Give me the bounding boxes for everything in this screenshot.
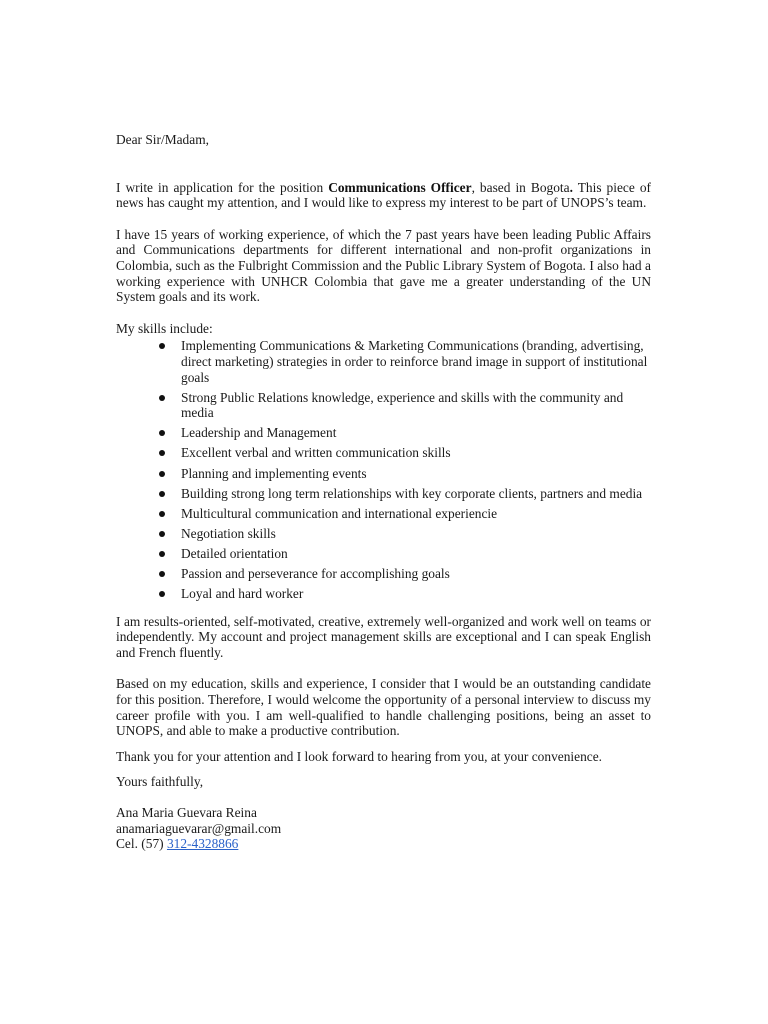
skill-item [116,466,651,482]
intro-location: , based in Bogota [471,179,570,195]
skill-item [116,425,651,441]
bullet-icon [159,395,165,401]
skill-item [116,526,651,542]
skill-text: Excellent verbal and written communication skills [181,445,451,461]
bullet-icon [159,471,165,477]
intro-paragraph [116,180,651,211]
skill-text: Multicultural communication and international experiencie [181,505,498,521]
intro-after: This piece of news has caught my attention, and I would like to express my interest to be part of UNOPS’s team. [116,179,651,211]
bullet-icon [159,531,165,537]
phone-prefix: Cel. (57) [116,836,167,852]
skill-text: Passion and perseverance for accomplishing goals [181,565,450,581]
bullet-icon [159,591,165,597]
position-title: Communications Officer [328,179,472,195]
skill-text: Negotiation skills [181,525,276,541]
signature-block [116,805,651,852]
results-paragraph: I am results-oriented, self-motivated, creative, extremely well-organized and work well on teams or independently. My account and project management skills are exceptional and I can speak English and French fluently. [116,613,651,660]
skill-item [116,566,651,582]
skill-item [116,445,651,461]
skills-list [116,338,651,601]
bullet-icon [159,450,165,456]
skill-item [116,390,651,421]
experience-paragraph: I have 15 years of working experience, of which the 7 past years have been leading Public Affairs and Communications departments for different international and non-profit organizations in Colombia, such as the Fulbright Commission and the Public Library System of Bogota. I also had a working experience with UNHCR Colombia that gave me a greater understanding of the UN System goals and its work. [116,226,651,305]
skill-item [116,338,651,385]
bullet-icon [159,551,165,557]
bullet-icon [159,430,165,436]
skill-item [116,486,651,502]
signer-phone [116,836,651,852]
skill-text: Strong Public Relations knowledge, experience and skills with the community and media [181,389,624,421]
skill-text: Planning and implementing events [181,465,367,481]
skill-text: Implementing Communications & Marketing Communications (branding, advertising, direct marketing) strategies in order to reinforce brand image in support of institutional goals [181,338,648,385]
salutation: Dear Sir/Madam, [116,132,209,147]
phone-link[interactable]: 312-4328866 [166,836,239,852]
skill-item [116,586,651,602]
thanks-paragraph: Thank you for your attention and I look forward to hearing from you, at your convenience. [116,748,603,764]
closing: Yours faithfully, [116,774,204,790]
skill-text: Building strong long term relationships with key corporate clients, partners and media [181,485,643,501]
letter-page [116,132,651,852]
signer-name: Ana Maria Guevara Reina [116,805,257,820]
intro-period: . [569,179,573,195]
skills-intro: My skills include: [116,320,213,336]
intro-before-position: I write in application for the position [116,179,329,195]
skill-item [116,506,651,522]
bullet-icon [159,343,165,349]
skill-item [116,546,651,562]
bullet-icon [159,511,165,517]
bullet-icon [159,491,165,497]
skill-text: Loyal and hard worker [181,586,304,602]
skill-text: Detailed orientation [181,545,288,561]
education-paragraph: Based on my education, skills and experience, I consider that I would be an outstanding candidate for this position. Therefore, I would welcome the opportunity of a personal interview to discuss my career profile with you. I am well-qualified to handle challenging positions, being an asset to UNOPS, and able to make a productive contribution. [116,676,651,739]
bullet-icon [159,571,165,577]
signer-email: anamariaguevarar@gmail.com [116,820,282,836]
skill-text: Leadership and Management [181,425,337,441]
